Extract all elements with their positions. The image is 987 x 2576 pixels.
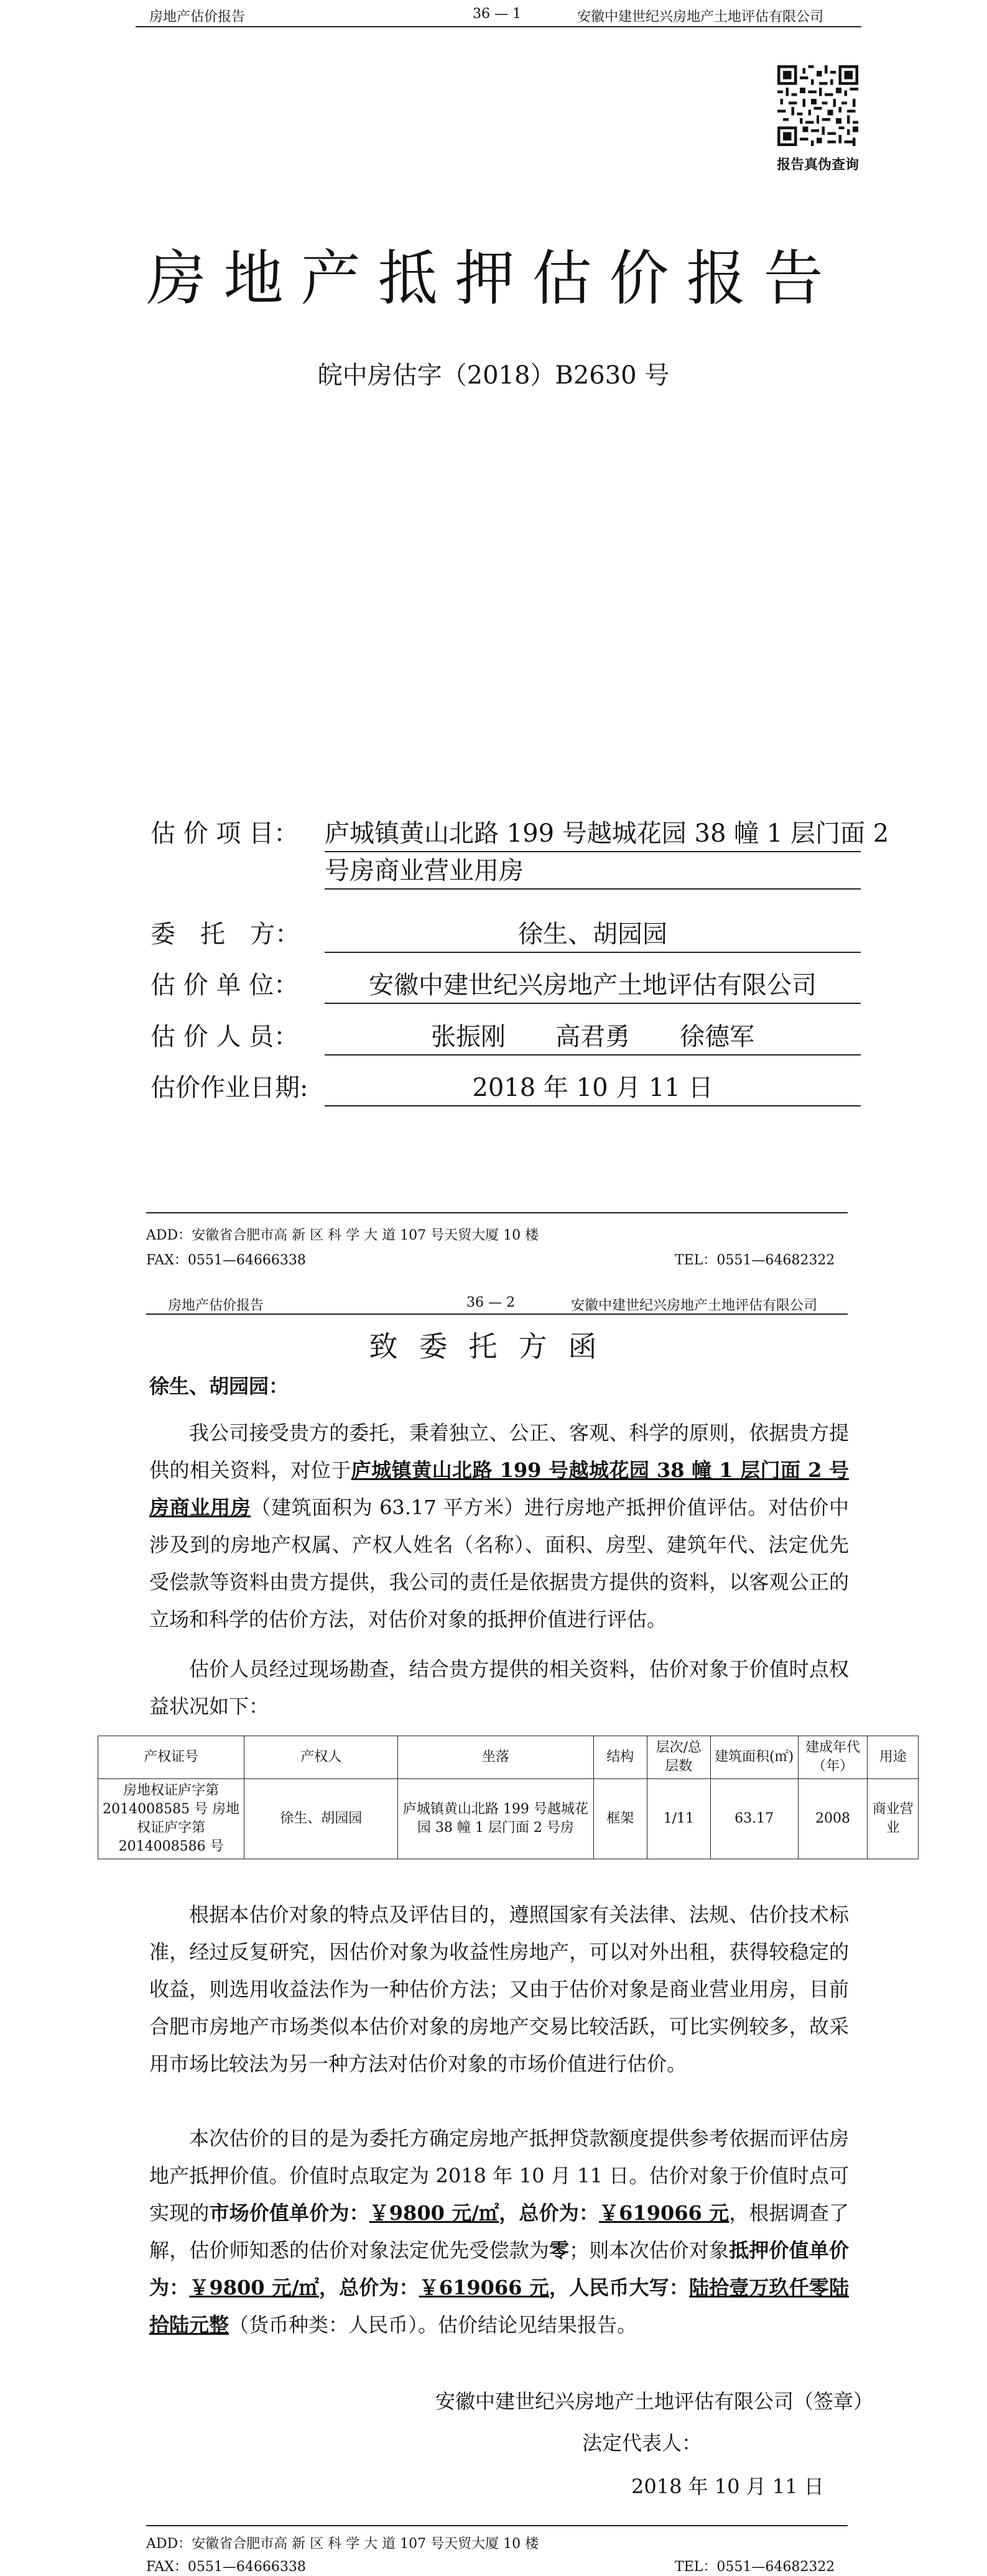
field-project-value-line1: 庐城镇黄山北路 199 号越城花园 38 幢 1 层门面 2 xyxy=(325,816,861,852)
footer-tel: TEL：0551—64682322 xyxy=(675,1253,835,1268)
header-left: 房地产估价报告 xyxy=(168,1298,264,1313)
cell-cert: 房地权证庐字第 2014008585 号 房地权证庐字第 2014008586 号 xyxy=(98,1779,244,1859)
p4-market-total-label: ，总价为： xyxy=(499,2201,600,2225)
header-rule xyxy=(136,26,861,27)
field-client-label: 委 托 方： xyxy=(151,920,300,949)
col-area: 建筑面积(㎡) xyxy=(710,1736,798,1779)
company-signature: 安徽中建世纪兴房地产土地评估有限公司（签章） xyxy=(435,2390,874,2413)
legal-representative: 法定代表人： xyxy=(582,2431,702,2455)
letter-paragraph-1 xyxy=(149,1414,849,1638)
cell-location: 庐城镇黄山北路 199 号越城花园 38 幢 1 层门面 2 号房 xyxy=(398,1779,594,1859)
field-work-date-value: 2018 年 10 月 11 日 xyxy=(325,1070,861,1106)
col-owner: 产权人 xyxy=(244,1736,398,1779)
col-year: 建成年代（年） xyxy=(798,1736,868,1779)
table-header-row xyxy=(98,1736,919,1779)
field-work-date xyxy=(151,1070,861,1108)
page2-footer-rule xyxy=(146,2525,848,2526)
page2-header-rule xyxy=(146,1313,848,1315)
letter-paragraph-2: 估价人员经过现场勘查，结合贵方提供的相关资料，估价对象于价值时点权益状况如下： xyxy=(149,1657,849,1718)
p4-mortgage-unit-label: 抵押价值单价为： xyxy=(149,2238,849,2299)
letter-paragraph-3: 根据本估价对象的特点及评估目的，遵照国家有关法律、法规、估价技术标准，经过反复研究，因估价对象为收益性房地产，可以对外出租，获得较稳定的收益，则选用收益法作为一种估价方法；又由于估价对象是商业营业用房，目前合肥市房地产市场类似本估价对象的房地产交易比较活跃，可比实例较多，故采用市场比较法为另一种方法对估价对象的市场价值进行估价。 xyxy=(149,1903,849,2076)
footer-fax: FAX：0551—64666338 xyxy=(146,1253,306,1268)
p4-market-unit-price: ￥9800 元/㎡ xyxy=(369,2201,499,2225)
p4-uppercase-amount: 陆拾壹万玖仟零陆拾陆元整 xyxy=(149,2276,849,2337)
cell-year: 2008 xyxy=(798,1779,868,1859)
footer-address: ADD：安徽省合肥市高 新 区 科 学 大 道 107 号天贸大厦 10 楼 xyxy=(146,1228,539,1243)
header-page-number: 36 — 2 xyxy=(466,1295,515,1310)
letter-date: 2018 年 10 月 11 日 xyxy=(631,2475,824,2498)
footer-rule xyxy=(146,1212,848,1213)
cover-page xyxy=(0,0,987,1287)
col-floor: 层次/总层数 xyxy=(647,1736,710,1779)
header-right: 安徽中建世纪兴房地产土地评估有限公司 xyxy=(577,9,824,25)
rights-table xyxy=(98,1736,919,1859)
qr-code-icon[interactable] xyxy=(777,65,858,146)
letter-title: 致委托方函 xyxy=(369,1330,618,1363)
header-right: 安徽中建世纪兴房地产土地评估有限公司 xyxy=(571,1298,818,1313)
field-appraisal-firm-value: 安徽中建世纪兴房地产土地评估有限公司 xyxy=(325,968,861,1004)
header-left: 房地产估价报告 xyxy=(149,9,246,25)
cell-use: 商业营业 xyxy=(868,1779,919,1859)
cell-owner: 徐生、胡园园 xyxy=(244,1779,398,1859)
field-appraisers-label: 估 价 人 员： xyxy=(151,1023,299,1051)
col-structure: 结构 xyxy=(593,1736,647,1779)
field-client xyxy=(151,917,861,954)
field-work-date-label: 估价作业日期: xyxy=(151,1074,308,1102)
p4-text-o: （货币种类：人民币）。估价结论见结果报告。 xyxy=(229,2313,637,2337)
p4-uppercase-label: ，人民币大写： xyxy=(549,2276,689,2299)
col-cert: 产权证号 xyxy=(98,1736,244,1779)
field-appraisal-firm-label: 估 价 单 位： xyxy=(151,971,299,1000)
field-project-label: 估 价 项 目： xyxy=(151,819,299,848)
header-page-number: 36 — 1 xyxy=(473,6,521,22)
field-appraisal-firm xyxy=(151,968,861,1005)
p1-property-address: 庐城镇黄山北路 199 号越城花园 38 幢 1 层门面 2 号房商业用房 xyxy=(149,1458,849,1519)
p4-mortgage-unit-price: ￥9800 元/㎡ xyxy=(189,2276,319,2299)
p4-text-h: ；则本次估价对象 xyxy=(569,2238,730,2262)
letter-paragraph-4 xyxy=(149,2120,849,2344)
p4-priority-amount: 零 xyxy=(549,2238,570,2262)
field-project xyxy=(151,816,889,897)
page2-footer-tel: TEL：0551—64682322 xyxy=(675,2559,835,2575)
p4-mortgage-total-price: ￥619066 元 xyxy=(419,2276,549,2299)
cell-structure: 框架 xyxy=(593,1779,647,1859)
col-location: 坐落 xyxy=(398,1736,594,1779)
col-use: 用途 xyxy=(868,1736,919,1779)
p1-text-a: 我公司接受贵方的委托，秉着独立、公正、客观、科学的原则，依据贵方提供的相关资料，对位于 xyxy=(149,1421,849,1482)
p4-market-unit-label: 市场价值单价为： xyxy=(209,2201,369,2225)
field-client-value: 徐生、胡园园 xyxy=(325,917,861,953)
qr-caption: 报告真伪查询 xyxy=(776,157,859,173)
report-title: 房地产抵押估价报告 xyxy=(146,244,841,313)
p1-text-c: （建筑面积为 63.17 平方米）进行房地产抵押价值评估。对估价中涉及到的房地产权属、产权人姓名（名称）、面积、房型、建筑年代、法定优先受偿款等资料由贵方提供，我公司的责任是依据贵方提供的资料，以客观公正的立场和科学的估价方法，对估价对象的抵押价值进行评估。 xyxy=(149,1496,849,1631)
letter-salutation: 徐生、胡园园： xyxy=(149,1374,289,1398)
field-project-value-line2: 号房商业营业用房 xyxy=(325,853,861,890)
p4-text-f: ，根据调查了解，估价师知悉的估价对象法定优先受偿款为 xyxy=(149,2201,849,2262)
cell-floor: 1/11 xyxy=(647,1779,710,1859)
table-row xyxy=(98,1779,919,1859)
p4-mortgage-total-label: ，总价为： xyxy=(318,2276,419,2299)
field-appraisers xyxy=(151,1019,861,1057)
p4-text-a: 本次估价的目的是为委托方确定房地产抵押贷款额度提供参考依据而评估房地产抵押价值。价值时点取定为 2018 年 10 月 11 日。估价对象于价值时点可实现的 xyxy=(149,2127,849,2225)
page2-footer-fax: FAX：0551—64666338 xyxy=(146,2559,306,2575)
p4-market-total-price: ￥619066 元 xyxy=(599,2201,730,2225)
page2-footer-address: ADD：安徽省合肥市高 新 区 科 学 大 道 107 号天贸大厦 10 楼 xyxy=(146,2536,539,2552)
field-appraisers-value: 张振刚 高君勇 徐德军 xyxy=(325,1019,861,1056)
report-number: 皖中房估字（2018）B2630 号 xyxy=(317,361,670,390)
cell-area: 63.17 xyxy=(710,1779,798,1859)
